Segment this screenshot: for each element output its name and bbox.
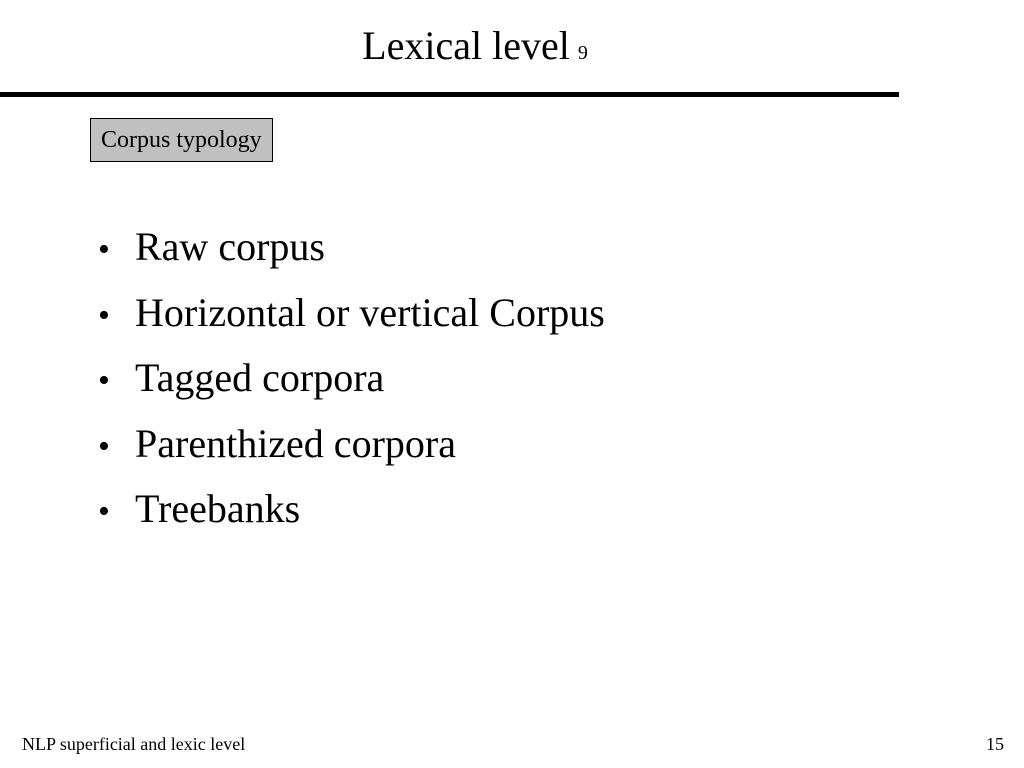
bullet-icon: • — [98, 493, 110, 530]
bullet-text: Parenthized corpora — [135, 420, 456, 466]
slide-title — [0, 22, 950, 77]
section-tag: Corpus typology — [90, 118, 273, 162]
footer-text: NLP superficial and lexic level — [22, 734, 246, 754]
bullet-text: Raw corpus — [135, 224, 325, 269]
page-number: 15 — [986, 734, 1004, 754]
slide-title-number: 9 — [577, 42, 588, 64]
bullet-item — [98, 484, 605, 550]
bullet-item — [98, 353, 605, 419]
slide-title-text: Lexical level — [362, 23, 570, 68]
bullet-item — [98, 288, 605, 354]
bullet-icon: • — [98, 362, 110, 399]
title-divider — [0, 92, 899, 97]
bullet-item — [98, 419, 605, 485]
bullet-icon: • — [98, 427, 110, 465]
bullet-text: Horizontal or vertical Corpus — [135, 289, 605, 335]
bullet-list — [98, 222, 605, 550]
bullet-icon: • — [98, 296, 110, 334]
bullet-text: Treebanks — [135, 486, 301, 531]
bullet-item — [98, 222, 605, 288]
bullet-text: Tagged corpora — [135, 355, 385, 400]
bullet-icon: • — [98, 231, 110, 268]
